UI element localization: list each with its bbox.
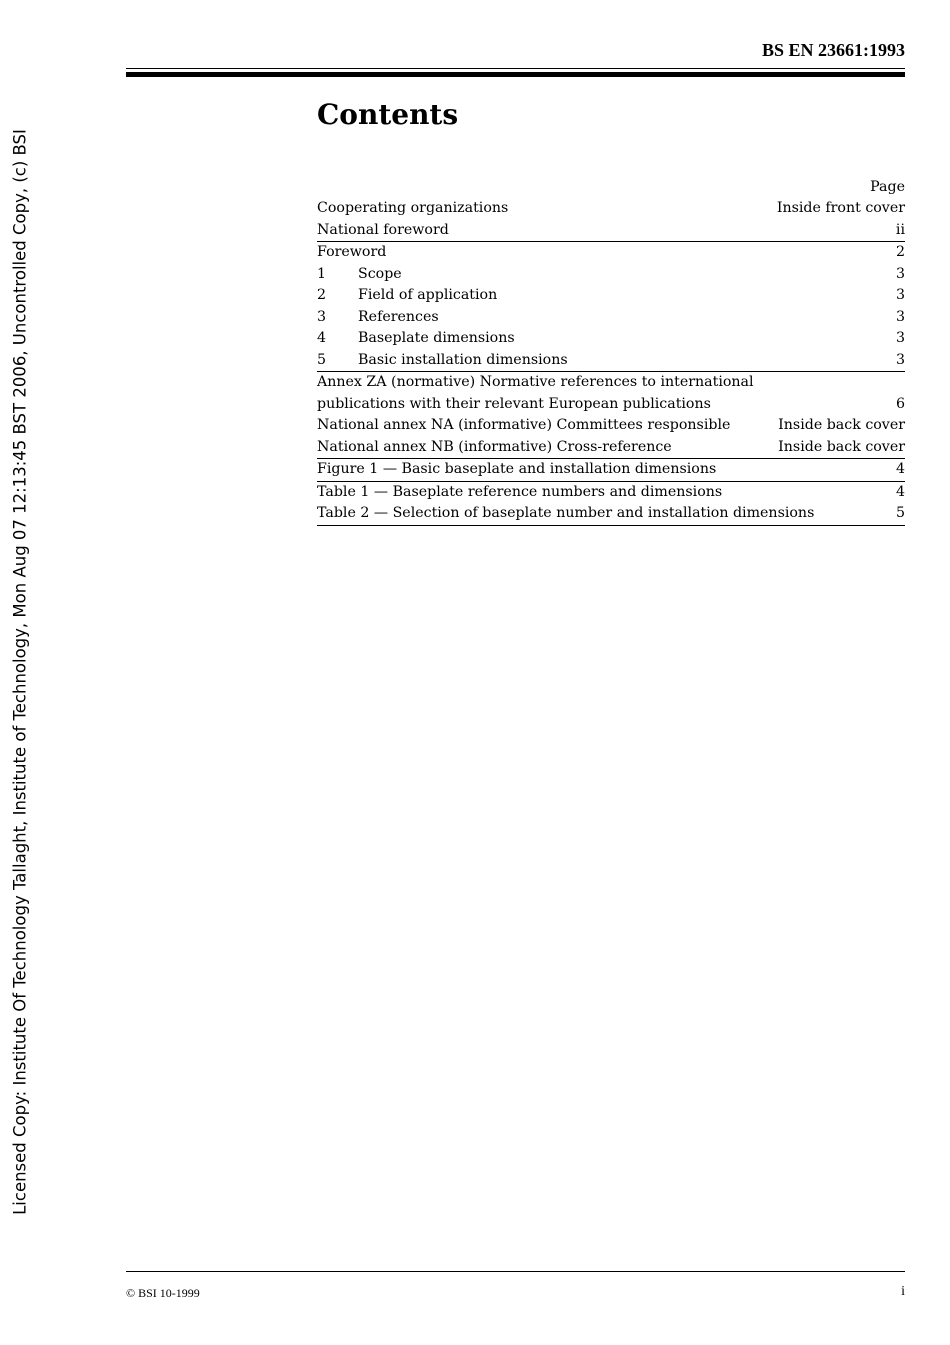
toc-group-annexes	[317, 372, 905, 458]
toc-group-front-matter	[317, 198, 905, 242]
toc-entry-page: 4	[895, 483, 905, 500]
toc-entry-label: Basic installation dimensions	[358, 351, 568, 368]
toc-entry-page: ii	[895, 221, 905, 238]
toc-entry[interactable]	[317, 482, 905, 504]
header-rule-thin	[126, 68, 905, 69]
toc-entry-label: Field of application	[358, 287, 498, 303]
toc-entry-page: 6	[895, 395, 905, 412]
toc-entry-number: 3	[317, 308, 327, 325]
toc-entry[interactable]	[317, 503, 905, 525]
toc-page-column-header: Page	[870, 179, 905, 195]
toc-entry[interactable]	[317, 415, 905, 437]
toc-entry-page: 5	[895, 505, 905, 521]
toc-entry[interactable]	[317, 350, 905, 372]
toc-entry[interactable]	[317, 372, 905, 415]
toc-entry-label: National annex NB (informative) Cross-reference	[317, 438, 672, 455]
toc-entry-page: 3	[895, 265, 905, 282]
toc-entry-label: Baseplate dimensions	[358, 330, 515, 346]
document-number: BS EN 23661:1993	[761, 40, 905, 60]
toc-entry-label: Figure 1 — Basic baseplate and installation dimensions	[317, 461, 717, 477]
toc-group-clauses	[317, 242, 905, 372]
toc-entry-page: 2	[895, 244, 905, 260]
toc-entry-number: 4	[317, 330, 327, 346]
toc-entry-page: Inside front cover	[776, 200, 905, 216]
header-rule-thick	[126, 72, 905, 77]
toc-entry-page: 3	[895, 330, 905, 346]
toc-entry-label: Annex ZA (normative) Normative references to international publications with their relevant European publications	[317, 374, 754, 412]
page-title: Contents	[317, 98, 459, 131]
toc-group-tables	[317, 482, 905, 526]
toc-entry[interactable]	[317, 437, 905, 459]
toc-entry-page: 4	[895, 461, 905, 477]
toc-entry-label: Foreword	[317, 244, 387, 260]
page-number: i	[901, 1284, 905, 1299]
toc-entry-label: National annex NA (informative) Committees responsible	[317, 417, 731, 433]
toc-entry[interactable]	[317, 220, 905, 242]
toc-entry[interactable]	[317, 242, 905, 264]
toc-entry-label: Table 2 — Selection of baseplate number and installation dimensions	[317, 505, 815, 521]
copyright-notice: © BSI 10-1999	[126, 1286, 200, 1300]
toc-entry-label: Table 1 — Baseplate reference numbers and dimensions	[317, 483, 723, 500]
license-watermark: Licensed Copy: Institute Of Technology Tallaght, Institute of Technology, Mon Aug 07 12:13:45 BST 2006, Uncontrolled Copy, (c) BSI	[10, 129, 30, 1215]
table-of-contents	[317, 176, 905, 526]
toc-entry-page: 3	[895, 287, 905, 303]
toc-entry[interactable]	[317, 307, 905, 329]
toc-entry-label: National foreword	[317, 221, 449, 238]
toc-entry-page: Inside back cover	[778, 417, 905, 433]
toc-entry-number: 1	[317, 265, 327, 282]
toc-group-figures	[317, 458, 905, 482]
toc-entry[interactable]	[317, 459, 905, 481]
toc-entry[interactable]	[317, 285, 905, 307]
toc-entry[interactable]	[317, 264, 905, 286]
toc-entry-page: 3	[895, 308, 905, 325]
toc-entry-label: References	[358, 308, 439, 325]
toc-entry-number: 2	[317, 287, 327, 303]
toc-entry-number: 5	[317, 351, 327, 368]
toc-entry-page: 3	[895, 351, 905, 368]
toc-entry[interactable]	[317, 198, 905, 220]
footer-rule	[126, 1271, 905, 1272]
toc-entry[interactable]	[317, 328, 905, 350]
toc-entry-label: Scope	[358, 265, 402, 282]
toc-entry-page: Inside back cover	[778, 438, 905, 455]
toc-entry-label: Cooperating organizations	[317, 200, 509, 216]
